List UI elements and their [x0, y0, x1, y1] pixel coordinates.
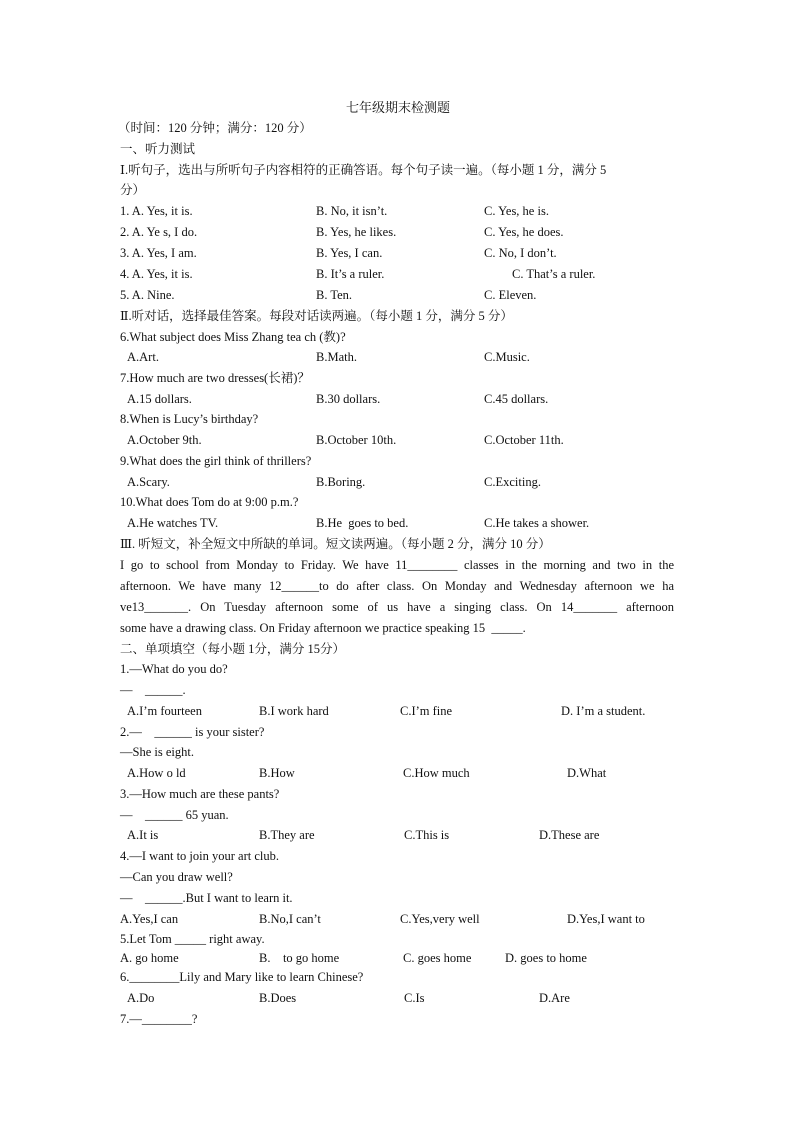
question-text: 7.—________?	[120, 1012, 198, 1026]
option-text: A.He watches TV.	[127, 516, 219, 530]
option-text: B.I work hard	[259, 704, 329, 718]
option-text: C. Yes, he does.	[484, 225, 564, 239]
question-text: 1.—What do you do?	[120, 662, 228, 676]
option-text: A. go home	[120, 951, 179, 965]
option-text: 2. A. Ye s, I do.	[120, 225, 198, 239]
section-heading-listening: 一、听力测试	[120, 142, 196, 156]
option-text: B.Does	[259, 991, 297, 1005]
option-text: B.He goes to bed.	[316, 516, 409, 530]
option-text: A.It is	[127, 828, 159, 842]
option-text: B. It’s a ruler.	[316, 267, 385, 281]
option-text: C.Is	[404, 991, 425, 1005]
question-text: 10.What does Tom do at 9:00 p.m.?	[120, 495, 299, 509]
passage-line: some have a drawing class. On Friday afternoon we practice speaking 15 _____.	[120, 621, 526, 635]
option-text: B.They are	[259, 828, 315, 842]
question-text: 4.—I want to join your art club.	[120, 849, 279, 863]
option-text: B. Yes, I can.	[316, 246, 383, 260]
option-text: C. No, I don’t.	[484, 246, 557, 260]
option-text: C.October 11th.	[484, 433, 564, 447]
instruction-1a: Ⅰ.听句子，选出与所听句子内容相符的正确答语。每个句子读一遍。（每小题 1 分，满分 5	[120, 163, 607, 177]
question-text: — ______ 65 yuan.	[120, 808, 229, 822]
option-text: C. That’s a ruler.	[512, 267, 596, 281]
question-text: 9.What does the girl think of thrillers?	[120, 454, 312, 468]
question-text: —She is eight.	[120, 745, 194, 759]
option-text: C. Yes, he is.	[484, 204, 549, 218]
option-text: A.How o ld	[127, 766, 186, 780]
question-text: 5.Let Tom _____ right away.	[120, 932, 265, 946]
instruction-3: Ⅲ. 听短文，补全短文中所缺的单词。短文读两遍。（每小题 2 分，满分 10 分）	[120, 537, 551, 551]
option-text: C.He takes a shower.	[484, 516, 590, 530]
option-text: C. goes home	[403, 951, 472, 965]
option-text: B. Ten.	[316, 288, 353, 302]
option-text: C.I’m fine	[400, 704, 453, 718]
option-text: A.Art.	[127, 350, 159, 364]
option-text: B.No,I can’t	[259, 912, 321, 926]
option-text: A.Scary.	[127, 475, 170, 489]
option-text: C. Eleven.	[484, 288, 537, 302]
question-text: 6.________Lily and Mary like to learn Chinese?	[120, 970, 364, 984]
exam-meta: （时间：120 分钟；满分：120 分）	[118, 121, 312, 135]
question-text: 8.When is Lucy’s birthday?	[120, 412, 259, 426]
option-text: D.Yes,I want to	[567, 912, 645, 926]
option-text: C.Yes,very well	[400, 912, 480, 926]
option-text: C.45 dollars.	[484, 392, 549, 406]
option-text: C.Exciting.	[484, 475, 541, 489]
instruction-2: Ⅱ.听对话，选择最佳答案。每段对话读两遍。（每小题 1 分，满分 5 分）	[120, 309, 513, 323]
question-text: — ______.	[120, 683, 186, 697]
option-text: C.How much	[403, 766, 470, 780]
instruction-1b: 分）	[120, 183, 146, 197]
option-text: B.30 dollars.	[316, 392, 381, 406]
option-text: A.Do	[127, 991, 155, 1005]
option-text: B.Math.	[316, 350, 357, 364]
option-text: B. to go home	[259, 951, 340, 965]
option-text: 5. A. Nine.	[120, 288, 175, 302]
page-title: 七年级期末检测题	[346, 100, 451, 115]
option-text: D. goes to home	[505, 951, 587, 965]
option-text: B.Boring.	[316, 475, 366, 489]
option-text: A.October 9th.	[127, 433, 202, 447]
option-text: D. I’m a student.	[561, 704, 646, 718]
option-text: D.What	[567, 766, 607, 780]
option-text: D.These are	[539, 828, 600, 842]
option-text: A.15 dollars.	[127, 392, 192, 406]
option-text: B. Yes, he likes.	[316, 225, 397, 239]
option-text: D.Are	[539, 991, 570, 1005]
question-text: 3.—How much are these pants?	[120, 787, 280, 801]
option-text: B.How	[259, 766, 295, 780]
question-text: 2.— ______ is your sister?	[120, 725, 265, 739]
option-text: B.October 10th.	[316, 433, 397, 447]
passage-line: ve13_______. On Tuesday afternoon some of us have a singing class. On 14_______ afternoon	[120, 600, 674, 614]
option-text: A.Yes,I can	[120, 912, 179, 926]
option-text: A.I’m fourteen	[127, 704, 202, 718]
option-text: B. No, it isn’t.	[316, 204, 388, 218]
question-text: 6.What subject does Miss Zhang tea ch (教)?	[120, 330, 346, 344]
passage-line: I go to school from Monday to Friday. We have 11________ classes in the morning and two in the	[120, 558, 674, 572]
question-text: —Can you draw well?	[120, 870, 233, 884]
section-heading-single-choice: 二、单项填空（每小题 1分，满分 15分）	[120, 642, 346, 656]
option-text: 4. A. Yes, it is.	[120, 267, 193, 281]
question-text: — ______.But I want to learn it.	[120, 891, 293, 905]
option-text: C.Music.	[484, 350, 530, 364]
passage-line: afternoon. We have many 12______to do after class. On Monday and Wednesday afternoon we ha	[120, 579, 674, 593]
option-text: 1. A. Yes, it is.	[120, 204, 193, 218]
option-text: C.This is	[404, 828, 450, 842]
option-text: 3. A. Yes, I am.	[120, 246, 197, 260]
question-text: 7.How much are two dresses(长裙)？	[120, 371, 310, 385]
